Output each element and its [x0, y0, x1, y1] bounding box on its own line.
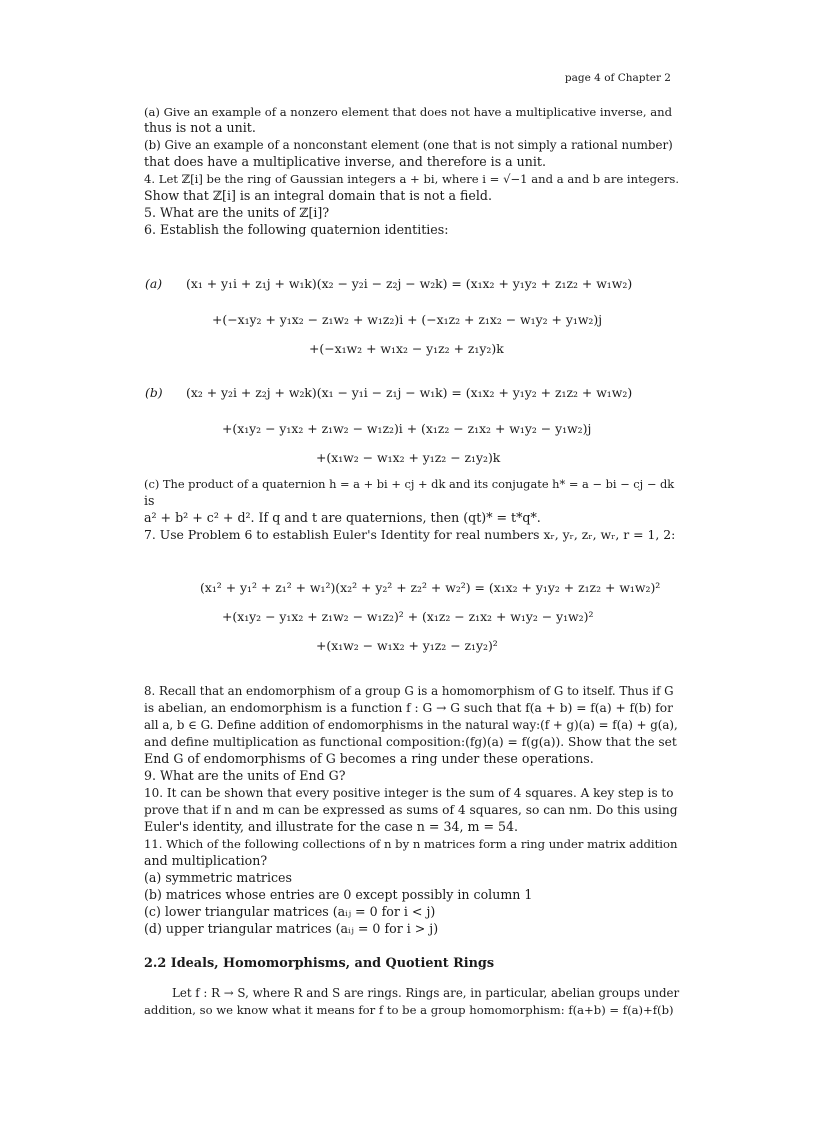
equation-b-line-1: (x₂ + y₂i + z₂j + w₂k)(x₁ − y₁i − z₁j − w₁k) = (x₁x₂ + y₁y₂ + z₁z₂ + w₁w₂) — [186, 385, 633, 400]
text-line: 10. It can be shown that every positive integer is the sum of 4 squares. A key step is to — [144, 786, 674, 800]
euler-line-3: +(x₁w₂ − w₁x₂ + y₁z₂ − z₁y₂)² — [316, 638, 498, 653]
text-line: 7. Use Problem 6 to establish Euler's Identity for real numbers xᵣ, yᵣ, zᵣ, wᵣ, r = 1, 2: — [144, 527, 676, 542]
equation-b-line-3: +(x₁w₂ − w₁x₂ + y₁z₂ − z₁y₂)k — [316, 450, 501, 465]
equation-label-b: (b) — [145, 385, 163, 400]
text-line: (a) symmetric matrices — [144, 870, 292, 885]
text-line: and define multiplication as functional composition:(fg)(a) = f(g(a)). Show that the set — [144, 735, 677, 749]
euler-line-2: +(x₁y₂ − y₁x₂ + z₁w₂ − w₁z₂)² + (x₁z₂ − z₁x₂ + w₁y₂ − y₁w₂)² — [222, 609, 594, 624]
text-line: a² + b² + c² + d². If q and t are quaternions, then (qt)* = t*q*. — [144, 510, 541, 525]
text-line: is abelian, an endomorphism is a function f : G → G such that f(a + b) = f(a) + f(b) for — [144, 701, 673, 715]
text-line: that does have a multiplicative inverse, and therefore is a unit. — [144, 154, 546, 169]
text-line: 4. Let ℤ[i] be the ring of Gaussian integers a + bi, where i = √−1 and a and b are integers. — [144, 172, 680, 186]
text-line: 6. Establish the following quaternion identities: — [144, 222, 449, 237]
text-line: (a) Give an example of a nonzero element that does not have a multiplicative inverse, and — [144, 105, 672, 119]
text-line: 8. Recall that an endomorphism of a group G is a homomorphism of G to itself. Thus if G — [144, 684, 674, 698]
equation-a-line-2: +(−x₁y₂ + y₁x₂ − z₁w₂ + w₁z₂)i + (−x₁z₂ + z₁x₂ − w₁y₂ + y₁w₂)j — [212, 312, 603, 327]
text-line: Show that ℤ[i] is an integral domain that is not a field. — [144, 188, 492, 203]
text-line: all a, b ∈ G. Define addition of endomorphisms in the natural way:(f + g)(a) = f(a) + g(a), — [144, 718, 678, 732]
text-line: prove that if n and m can be expressed as sums of 4 squares, so can nm. Do this using — [144, 803, 678, 817]
text-line: Let f : R → S, where R and S are rings. Rings are, in particular, abelian groups under — [172, 986, 680, 1000]
euler-line-1: (x₁² + y₁² + z₁² + w₁²)(x₂² + y₂² + z₂² + w₂²) = (x₁x₂ + y₁y₂ + z₁z₂ + w₁w₂)² — [200, 580, 661, 595]
text-line: End G of endomorphisms of G becomes a ring under these operations. — [144, 751, 594, 766]
equation-b-line-2: +(x₁y₂ − y₁x₂ + z₁w₂ − w₁z₂)i + (x₁z₂ − z₁x₂ + w₁y₂ − y₁w₂)j — [222, 421, 592, 436]
text-line: (c) The product of a quaternion h = a + bi + cj + dk and its conjugate h* = a − bi − cj − dk — [144, 477, 675, 491]
text-line: 5. What are the units of ℤ[i]? — [144, 205, 330, 220]
text-line: 9. What are the units of End G? — [144, 768, 346, 783]
text-line: Euler's identity, and illustrate for the case n = 34, m = 54. — [144, 819, 519, 834]
text-line: is — [144, 493, 155, 508]
equation-label-a: (a) — [145, 276, 163, 291]
text-line: and multiplication? — [144, 853, 268, 868]
text-line: (c) lower triangular matrices (aᵢⱼ = 0 for i < j) — [144, 904, 436, 919]
text-line: (b) Give an example of a nonconstant element (one that is not simply a rational number) — [144, 138, 673, 152]
text-line: addition, so we know what it means for f to be a group homomorphism: f(a+b) = f(a)+f(b) — [144, 1003, 674, 1017]
section-heading: 2.2 Ideals, Homomorphisms, and Quotient Rings — [144, 956, 495, 971]
text-line: 11. Which of the following collections of n by n matrices form a ring under matrix addition — [144, 837, 678, 851]
text-line: thus is not a unit. — [144, 120, 256, 135]
equation-a-line-3: +(−x₁w₂ + w₁x₂ − y₁z₂ + z₁y₂)k — [309, 341, 504, 356]
equation-a-line-1: (x₁ + y₁i + z₁j + w₁k)(x₂ − y₂i − z₂j − w₂k) = (x₁x₂ + y₁y₂ + z₁z₂ + w₁w₂) — [186, 276, 633, 291]
text-line: (d) upper triangular matrices (aᵢⱼ = 0 for i > j) — [144, 921, 439, 936]
text-line: (b) matrices whose entries are 0 except possibly in column 1 — [144, 887, 533, 902]
page-header: page 4 of Chapter 2 — [564, 72, 671, 84]
